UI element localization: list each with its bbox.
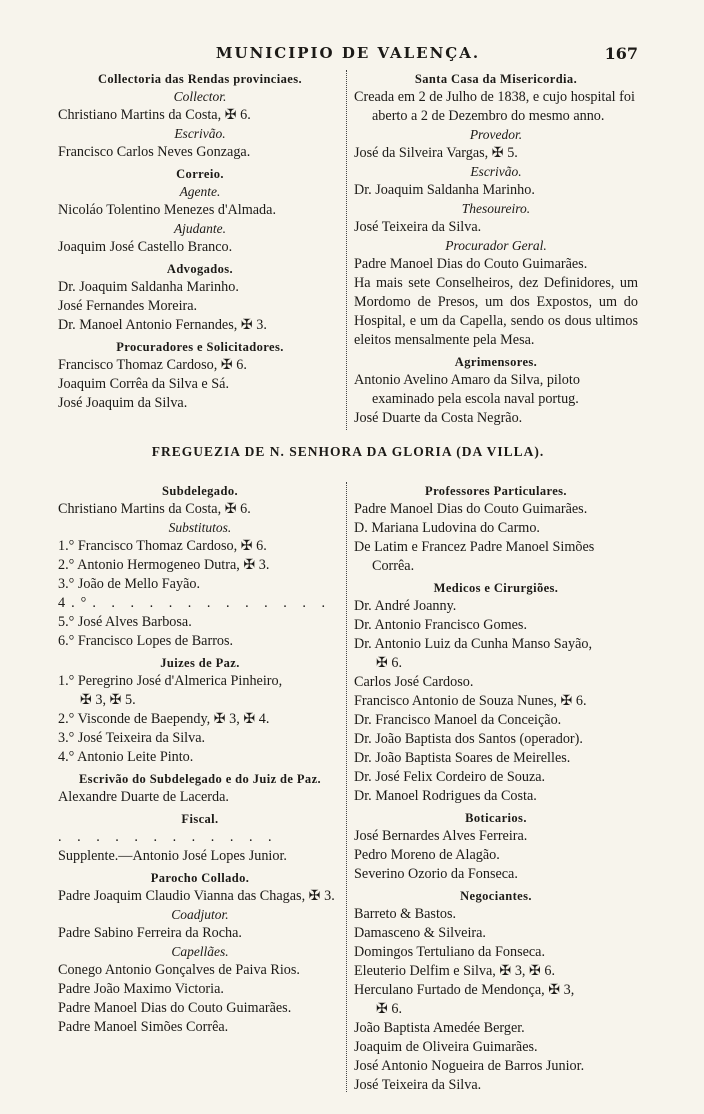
entry-line: José da Silveira Vargas, ✠ 5. <box>354 145 518 161</box>
entry-line: Alexandre Duarte de Lacerda. <box>58 789 229 805</box>
entry-line: José Antonio Nogueira de Barros Junior. <box>354 1058 585 1074</box>
freguezia-title: FREGUEZIA DE N. SENHORA DA GLORIA (DA VILLA). <box>151 444 545 459</box>
entry-line: Joaquim de Oliveira Guimarães. <box>354 1039 538 1055</box>
entry-line: Dr. Joaquim Saldanha Marinho. <box>354 182 535 198</box>
left-column <box>58 70 348 430</box>
paragraph: Ha mais sete Conselheiros, dez Definidores, um Mordomo de Presos, um dos Expostos, um do Hospital, e um da Capella, sendo os dous ultimos eleitos mensalmente pela Mesa. <box>354 275 638 348</box>
entry-line: 4.° Antonio Leite Pinto. <box>58 749 194 765</box>
entry-line: Padre Sabino Ferreira da Rocha. <box>58 925 242 941</box>
section-heading: Juizes de Paz. <box>160 656 240 670</box>
dotted-vacancy-line: 4.°. . . . . . . . . . . . . <box>58 595 331 611</box>
entry-line: Herculano Furtado de Mendonça, ✠ 3, <box>354 982 575 998</box>
section-heading: Agrimensores. <box>454 355 538 369</box>
entry-line: Damasceno & Silveira. <box>354 925 486 941</box>
section-heading: Parocho Collado. <box>150 871 250 885</box>
entry-line: Francisco Thomaz Cardoso, ✠ 6. <box>58 357 247 373</box>
entry-line: 2.° Visconde de Baependy, ✠ 3, ✠ 4. <box>58 711 270 727</box>
section-heading: Boticarios. <box>465 811 527 825</box>
section-heading: Fiscal. <box>181 812 219 826</box>
entry-line: 1.° Francisco Thomaz Cardoso, ✠ 6. <box>58 538 267 554</box>
entry-line: 2.° Antonio Hermogeneo Dutra, ✠ 3. <box>58 557 270 573</box>
entry-line: Barreto & Bastos. <box>354 906 457 922</box>
entry-line: Pedro Moreno de Alagão. <box>354 847 500 863</box>
entry-line: Carlos José Cardoso. <box>354 674 474 690</box>
entry-line: José Bernardes Alves Ferreira. <box>354 828 528 844</box>
entry-line: José Teixeira da Silva. <box>354 219 482 235</box>
role-heading: Escrivão. <box>470 164 522 179</box>
section-heading: Subdelegado. <box>161 484 238 498</box>
left-column <box>58 482 348 1092</box>
section-heading: Collectoria das Rendas provinciaes. <box>97 72 303 86</box>
section-heading: Professores Particulares. <box>425 484 567 498</box>
role-heading: Provedor. <box>469 127 523 142</box>
entry-line: Dr. João Baptista Soares de Meirelles. <box>354 750 571 766</box>
role-heading: Escrivão. <box>174 126 226 141</box>
right-column <box>348 70 638 430</box>
entry-line: Dr. Manoel Antonio Fernandes, ✠ 3. <box>58 317 267 333</box>
entry-line: Joaquim José Castello Branco. <box>58 239 233 255</box>
running-head <box>58 44 638 70</box>
page <box>58 44 638 1092</box>
section-heading: Escrivão do Subdelegado e do Juiz de Paz. <box>78 772 322 786</box>
entry-line: Dr. Francisco Manoel da Conceição. <box>354 712 562 728</box>
entry-line: Padre Manoel Dias do Couto Guimarães. <box>354 256 588 272</box>
role-heading: Collector. <box>173 89 227 104</box>
entry-line: Dr. Antonio Francisco Gomes. <box>354 617 527 633</box>
entry-line: José Fernandes Moreira. <box>58 298 198 314</box>
entry-line: Padre Joaquim Claudio Vianna das Chagas, ✠ 3. <box>58 888 335 904</box>
entry-line: Dr. José Felix Cordeiro de Souza. <box>354 769 546 785</box>
entry-line: Joaquim Corrêa da Silva e Sá. <box>58 376 229 392</box>
role-heading: Capellães. <box>171 944 229 959</box>
entry-continuation: ✠ 3, ✠ 5. <box>80 692 136 708</box>
entry-line: Antonio Avelino Amaro da Silva, piloto examinado pela escola naval portug. <box>354 372 580 407</box>
entry-line: Dr. Antonio Luiz da Cunha Manso Sayão, <box>354 636 593 652</box>
entry-continuation: ✠ 6. <box>376 655 403 671</box>
section-heading: Santa Casa da Misericordia. <box>414 72 578 86</box>
entry-line: 3.° José Teixeira da Silva. <box>58 730 206 746</box>
entry-line: D. Mariana Ludovina do Carmo. <box>354 520 540 536</box>
entry-line: Francisco Antonio de Souza Nunes, ✠ 6. <box>354 693 587 709</box>
entry-line: 5.° José Alves Barbosa. <box>58 614 192 630</box>
role-heading: Thesoureiro. <box>461 201 531 216</box>
entry-line: Christiano Martins da Costa, ✠ 6. <box>58 501 251 517</box>
dotted-vacancy-line: . . . . . . . . . . . . <box>58 829 278 845</box>
freguezia-section <box>58 482 638 1092</box>
entry-line: Padre Manoel Dias do Couto Guimarães. <box>354 501 588 517</box>
entry-line: João Baptista Amedée Berger. <box>354 1020 525 1036</box>
entry-line: Creada em 2 de Julho de 1838, e cujo hospital foi aberto a 2 de Dezembro do mesmo anno. <box>354 89 635 124</box>
entry-line: Dr. Joaquim Saldanha Marinho. <box>58 279 239 295</box>
page-number: 167 <box>604 44 638 63</box>
section-heading: Procuradores e Solicitadores. <box>116 340 284 354</box>
role-heading: Ajudante. <box>173 221 227 236</box>
entry-line: Padre João Maximo Victoria. <box>58 981 224 997</box>
entry-line: 3.° João de Mello Fayão. <box>58 576 201 592</box>
entry-line: Dr. Manoel Rodrigues da Costa. <box>354 788 537 804</box>
entry-line: De Latim e Francez Padre Manoel Simões Corrêa. <box>354 539 595 574</box>
entry-line: Supplente.—Antonio José Lopes Junior. <box>58 848 287 864</box>
column-divider <box>346 482 347 1092</box>
column-divider <box>346 70 347 430</box>
role-heading: Substitutos. <box>168 520 232 535</box>
section-heading: Negociantes. <box>460 889 532 903</box>
entry-line: José Teixeira da Silva. <box>354 1077 482 1093</box>
role-heading: Coadjutor. <box>171 907 229 922</box>
section-heading: Advogados. <box>166 262 234 276</box>
entry-line: Padre Manoel Dias do Couto Guimarães. <box>58 1000 292 1016</box>
entry-line: Conego Antonio Gonçalves de Paiva Rios. <box>58 962 300 978</box>
entry-line: Padre Manoel Simões Corrêa. <box>58 1019 229 1035</box>
entry-line: Domingos Tertuliano da Fonseca. <box>354 944 546 960</box>
section-heading: Medicos e Cirurgiões. <box>433 581 559 595</box>
entry-line: Christiano Martins da Costa, ✠ 6. <box>58 107 251 123</box>
entry-line: 6.° Francisco Lopes de Barros. <box>58 633 234 649</box>
entry-line: 1.° Peregrino José d'Almerica Pinheiro, <box>58 673 283 689</box>
entry-continuation: ✠ 6. <box>376 1001 403 1017</box>
role-heading: Procurador Geral. <box>445 238 547 253</box>
entry-line: José Joaquim da Silva. <box>58 395 188 411</box>
section-heading: Correio. <box>176 167 224 181</box>
entry-line: Francisco Carlos Neves Gonzaga. <box>58 144 251 160</box>
entry-line: Nicoláo Tolentino Menezes d'Almada. <box>58 202 276 218</box>
entry-line: José Duarte da Costa Negrão. <box>354 410 523 426</box>
entry-line: Eleuterio Delfim e Silva, ✠ 3, ✠ 6. <box>354 963 556 979</box>
municipal-services-section <box>58 70 638 430</box>
entry-line: Dr. João Baptista dos Santos (operador). <box>354 731 583 747</box>
right-column <box>348 482 638 1092</box>
page-title: MUNICIPIO DE VALENÇA. <box>215 44 481 62</box>
role-heading: Agente. <box>179 184 221 199</box>
entry-line: Dr. André Joanny. <box>354 598 457 614</box>
entry-line: Severino Ozorio da Fonseca. <box>354 866 518 882</box>
